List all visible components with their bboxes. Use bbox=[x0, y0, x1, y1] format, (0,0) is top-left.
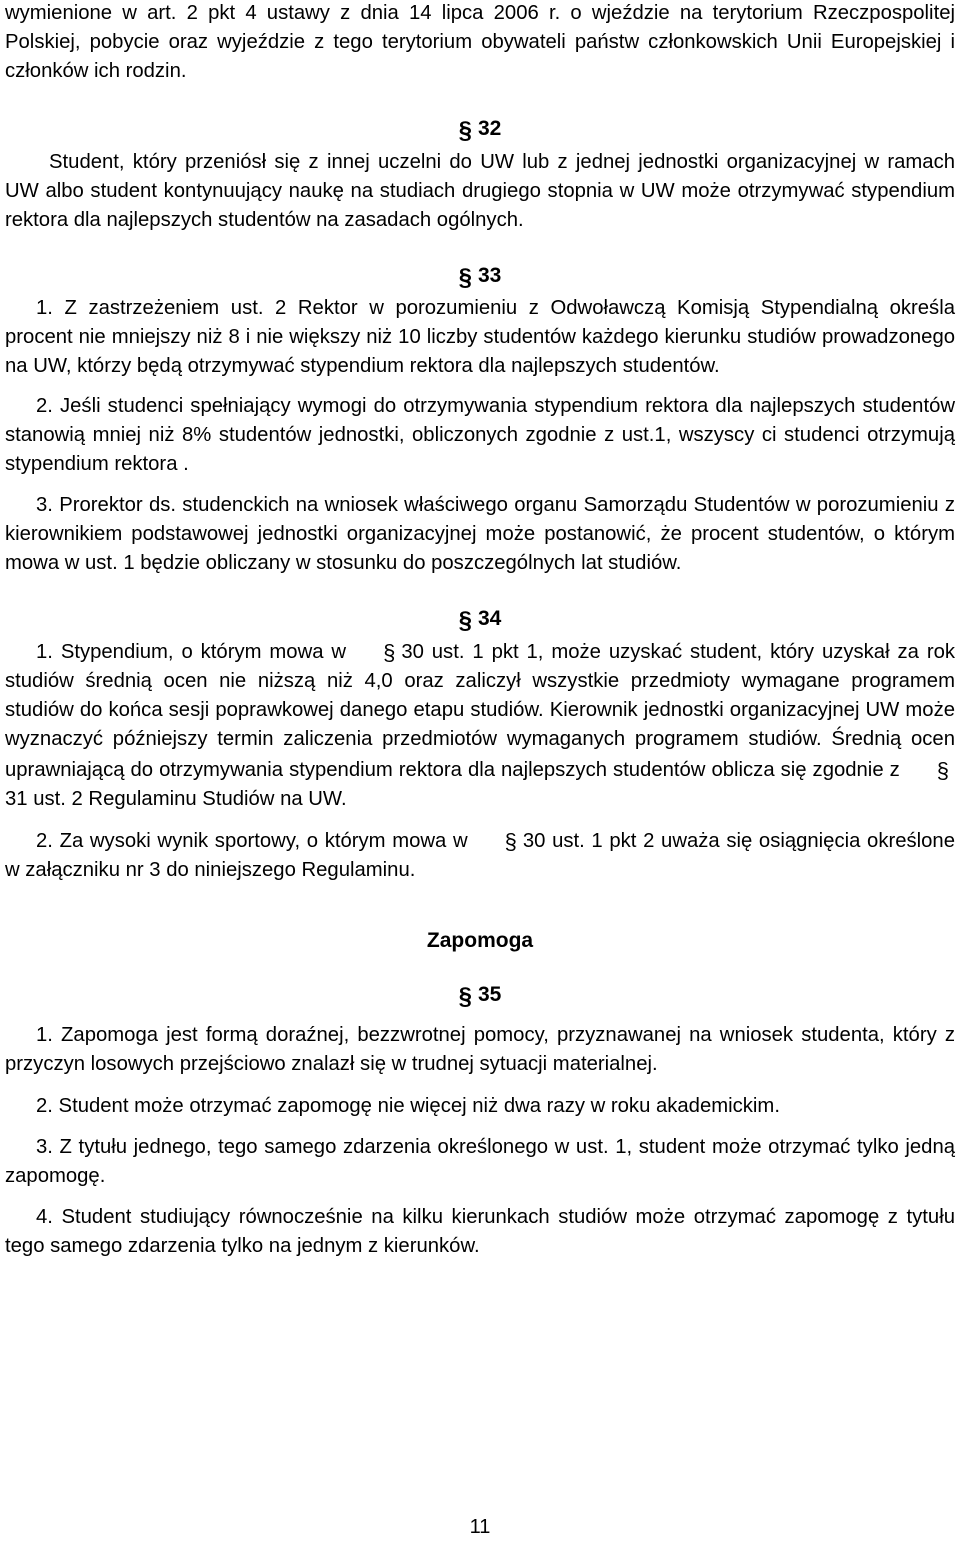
section-35-point-2: 2. Student może otrzymać zapomogę nie więcej niż dwa razy w roku akademickim. bbox=[36, 1095, 780, 1117]
section-34-p1-end: 31 ust. 2 Regulaminu Studiów na UW. bbox=[5, 788, 347, 810]
section-33-heading bbox=[5, 260, 955, 290]
section-symbol: § bbox=[383, 640, 396, 665]
section-35-heading bbox=[5, 979, 955, 1009]
section-symbol: § bbox=[936, 758, 949, 783]
section-34-p2-end: 30 ust. 1 pkt 2 uważa się osiągnięcia określone w załączniku nr 3 do niniejszego Regulaminu. bbox=[5, 830, 955, 881]
section-33-point-2: 2. Jeśli studenci spełniający wymogi do otrzymywania stypendium rektora dla najlepszych studentów stanowią mniej niż 8% studentów jednostki, obliczonych zgodnie z ust.1, wszyscy ci studenci otrzymują stypendium rektora . bbox=[5, 395, 955, 475]
section-symbol: § bbox=[504, 829, 517, 854]
section-symbol: § bbox=[458, 983, 472, 1010]
section-34-p1-middle: 30 ust. 1 pkt 1, może uzyskać student, który uzyskał za rok studiów średnią ocen nie niższą niż 4,0 oraz zaliczył wszystkie przedmioty wymagane programem studiów do końca sesji poprawkowej danego etapu studiów. Kierownik jednostki organizacyjnej UW może wyznaczyć późniejszy termin zaliczenia przedmiotów wymaganych programem studiów. Średnią ocen uprawniającą do otrzymywania stypendium rektora dla najlepszych studentów oblicza się zgodnie z bbox=[5, 641, 955, 781]
section-34-heading bbox=[5, 603, 955, 633]
section-number: 33 bbox=[478, 264, 502, 287]
section-symbol: § bbox=[458, 607, 472, 634]
section-34-p2-start: 2. Za wysoki wynik sportowy, o którym mowa w bbox=[36, 830, 468, 852]
section-33-point-3: 3. Prorektor ds. studenckich na wniosek właściwego organu Samorządu Studentów w porozumieniu z kierownikiem podstawowej jednostki organizacyjnej może postanowić, że procent studentów, o którym mowa w ust. 1 będzie obliczany w stosunku do poszczególnych lat studiów. bbox=[5, 494, 955, 574]
section-32-text: Student, który przeniósł się z innej uczelni do UW lub z jednej jednostki organizacyjnej w ramach UW albo student kontynuujący naukę na studiach drugiego stopnia w UW może otrzymywać stypendium rektora dla najlepszych studentów na zasadach ogólnych. bbox=[5, 151, 955, 231]
document-page bbox=[5, 0, 955, 1261]
section-35-point-1: 1. Zapomoga jest formą doraźnej, bezzwrotnej pomocy, przyznawanej na wniosek studenta, który z przyczyn losowych przejściowo znalazł się w trudnej sytuacji materialnej. bbox=[5, 1024, 955, 1075]
section-34-p1-start: 1. Stypendium, o którym mowa w bbox=[36, 641, 347, 663]
section-33-point-1: 1. Z zastrzeżeniem ust. 2 Rektor w porozumieniu z Odwoławczą Komisją Stypendialną określa procent nie mniejszy niż 8 i nie większy niż 10 liczby studentów każdego kierunku studiów prowadzonego na UW, którzy będą otrzymywać stypendium rektora dla najlepszych studentów. bbox=[5, 297, 955, 377]
section-34-point-1 bbox=[5, 636, 955, 814]
section-symbol: § bbox=[458, 264, 472, 291]
intro-paragraph: wymienione w art. 2 pkt 4 ustawy z dnia 14 lipca 2006 r. o wjeździe na terytorium Rzeczpospolitej Polskiej, pobycie oraz wyjeździe z tego terytorium obywateli państw członkowskich Unii Europejskiej i członków ich rodzin. bbox=[5, 2, 955, 82]
section-symbol: § bbox=[458, 117, 472, 144]
section-32-paragraph bbox=[5, 148, 955, 235]
section-number: 32 bbox=[478, 117, 502, 140]
section-35-point-4: 4. Student studiujący równocześnie na kilku kierunkach studiów może otrzymać zapomogę z tytułu tego samego zdarzenia tylko na jednym z kierunków. bbox=[5, 1206, 955, 1257]
section-35-point-3: 3. Z tytułu jednego, tego samego zdarzenia określonego w ust. 1, student może otrzymać tylko jedną zapomogę. bbox=[5, 1136, 955, 1187]
zapomoga-heading: Zapomoga bbox=[426, 929, 534, 952]
page-number: 11 bbox=[469, 1516, 491, 1538]
section-34-point-2 bbox=[5, 825, 955, 885]
section-32-heading bbox=[5, 113, 955, 143]
section-number: 34 bbox=[478, 607, 502, 630]
section-number: 35 bbox=[478, 983, 502, 1006]
